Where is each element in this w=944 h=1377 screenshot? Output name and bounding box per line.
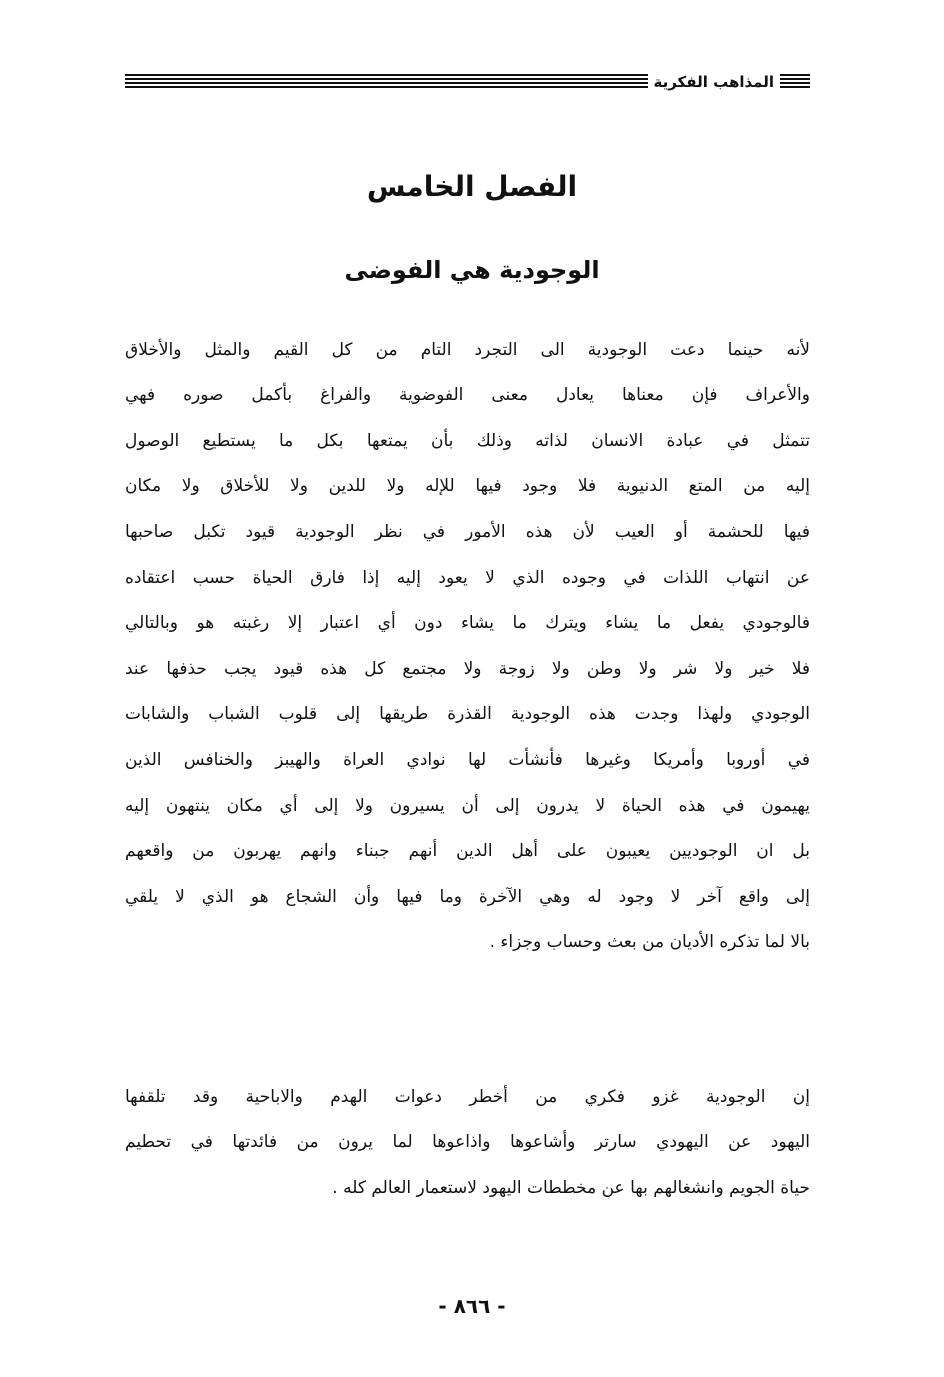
running-header (125, 68, 810, 96)
text-line: تتمثل في عبادة الانسان لذاته وذلك بأن يمتعها بكل ما يستطيع الوصول (125, 430, 810, 451)
text-line: بل ان الوجوديين يعيبون على أهل الدين أنهم جبناء وانهم يهربون من واقعهم (125, 841, 810, 862)
page-number: - ٨٦٦ - (438, 1294, 506, 1318)
text-line: عن انتهاب اللذات في وجوده الذي لا يعود إليه إذا فارق الحياة حسب اعتقاده (125, 567, 810, 588)
header-rule-lines (125, 74, 648, 90)
chapter-title: الفصل الخامس (366, 170, 578, 203)
text-line: إن الوجودية غزو فكري من أخطر دعوات الهدم والاباحية وقد تلقفها (125, 1086, 810, 1107)
text-line: لأنه حينما دعت الوجودية الى التجرد التام من كل القيم والمثل والأخلاق (125, 339, 810, 360)
text-line: يهيمون في هذه الحياة لا يدرون إلى أن يسيرون ولا إلى أي مكان ينتهون إليه (125, 795, 810, 816)
running-title: المذاهب الفكرية (653, 73, 774, 91)
paragraph-1 (125, 327, 810, 965)
text-line: اليهود عن اليهودي سارتر وأشاعوها واذاعوها لما يرون من فائدتها في تحطيم (125, 1132, 810, 1153)
header-rule-mark (780, 74, 810, 90)
text-line: حياة الجويم وانشغالهم بها عن مخططات اليهود لاستعمار العالم كله . (332, 1177, 810, 1198)
text-line: بالا لما تذكره الأديان من بعث وحساب وجزاء . (489, 932, 810, 953)
text-line: الوجودي ولهذا وجدت هذه الوجودية القذرة طريقها إلى قلوب الشباب والشابات (125, 704, 810, 725)
paragraph-2 (125, 1074, 810, 1211)
text-line: إليه من المتع الدنيوية فلا وجود فيها للإله ولا للدين ولا للأخلاق ولا مكان (125, 476, 810, 497)
text-line: فيها للحشمة أو العيب لأن هذه الأمور في نظر الوجودية قيود تكبل صاحبها (125, 521, 810, 542)
text-line: فالوجودي يفعل ما يشاء ويترك ما يشاء دون أي اعتبار إلا رغبته هو وبالتالي (125, 613, 810, 634)
chapter-subtitle: الوجودية هي الفوضى (344, 256, 600, 284)
text-line: إلى واقع آخر لا وجود له وهي الآخرة وما فيها وأن الشجاع هو الذي لا يلقي (125, 886, 810, 907)
text-line: والأعراف فإن معناها يعادل معنى الفوضوية والفراغ بأكمل صوره فهي (125, 385, 810, 406)
text-line: فلا خير ولا شر ولا وطن ولا زوجة ولا مجتمع كل هذه قيود يجب حذفها عند (125, 658, 810, 679)
text-line: في أوروبا وأمريكا وغيرها فأنشأت لها نوادي العراة والهيبز والخنافس الذين (125, 749, 810, 770)
